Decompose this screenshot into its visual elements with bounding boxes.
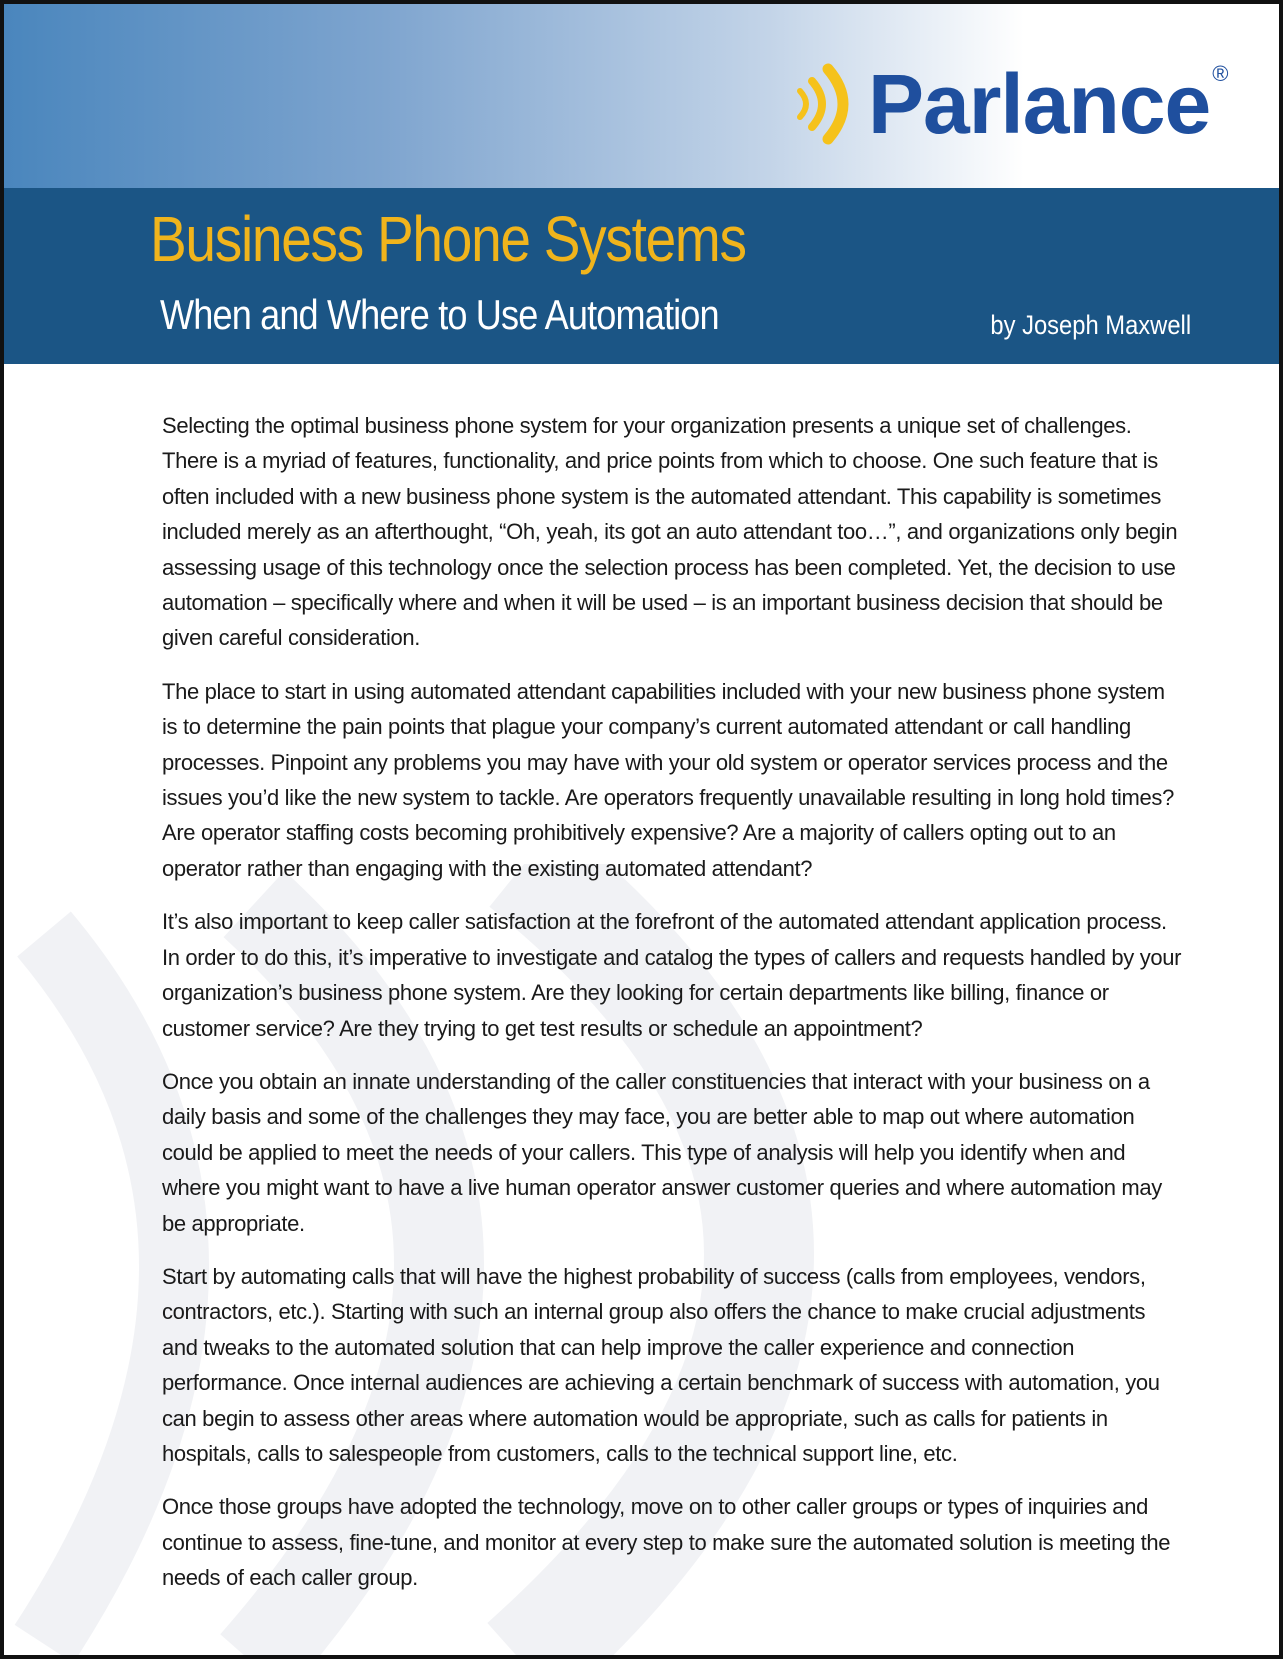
parlance-logo (794, 59, 1228, 149)
brand-name: Parlance (868, 57, 1211, 151)
paragraph: Selecting the optimal business phone system for your organization presents a unique set of challenges. There is a myriad of features, functionality, and price points from which to choose. One such feature that is often included with a new business phone system is the automated attendant. This capability is sometimes included merely as an afterthought, “Oh, yeah, its got an auto attendant too…”, and organizations only begin assessing usage of this technology once the selection process has been completed. Yet, the decision to use automation – specifically where and when it will be used – is an important business decision that should be given careful consideration. (162, 413, 1178, 651)
article-body (162, 408, 1182, 1614)
paragraph: The place to start in using automated attendant capabilities included with your new business phone system is to determine the pain points that plague your company’s current automated attendant or call handling processes. Pinpoint any problems you may have with your old system or operator services process and the issues you’d like the new system to tackle. Are operators frequently unavailable resulting in long hold times? Are operator staffing costs becoming prohibitively expensive? Are a majority of callers opting out to an operator rather than engaging with the existing automated attendant? (162, 678, 1174, 881)
author-byline: by Joseph Maxwell (990, 310, 1191, 340)
paragraph: Start by automating calls that will have the highest probability of success (calls from employees, vendors, contractors, etc.). Starting with such an internal group also offers the chance to make crucial adjustments and tweaks to the automated solution that can help improve the caller experience and connection performance. Once internal audiences are achieving a certain benchmark of success with automation, you can begin to assess other areas where automation would be appropriate, such as calls for patients in hospitals, calls to salespeople from customers, calls to the technical support line, etc. (162, 1263, 1160, 1466)
page-title: Business Phone Systems (150, 203, 746, 275)
page-subtitle: When and Where to Use Automation (160, 291, 719, 338)
paragraph: It’s also important to keep caller satisfaction at the forefront of the automated attendant application process. In order to do this, it’s imperative to investigate and catalog the types of callers and requests handled by your organization’s business phone system. Are they looking for certain departments like billing, finance or customer service? Are they trying to get test results or schedule an appointment? (162, 909, 1182, 1041)
paragraph: Once those groups have adopted the technology, move on to other caller groups or types of inquiries and continue to assess, fine-tune, and monitor at every step to make sure the automated solution is meeting the needs of each caller group. (162, 1494, 1171, 1591)
sound-waves-icon (794, 59, 866, 149)
paragraph: Once you obtain an innate understanding of the caller constituencies that interact with your business on a daily basis and some of the challenges they may face, you are better able to map out where automation could be applied to meet the needs of your callers. This type of analysis will help you identify when and where you might want to have a live human operator answer customer queries and where automation may be appropriate. (162, 1068, 1162, 1236)
registered-mark: ® (1212, 61, 1229, 86)
